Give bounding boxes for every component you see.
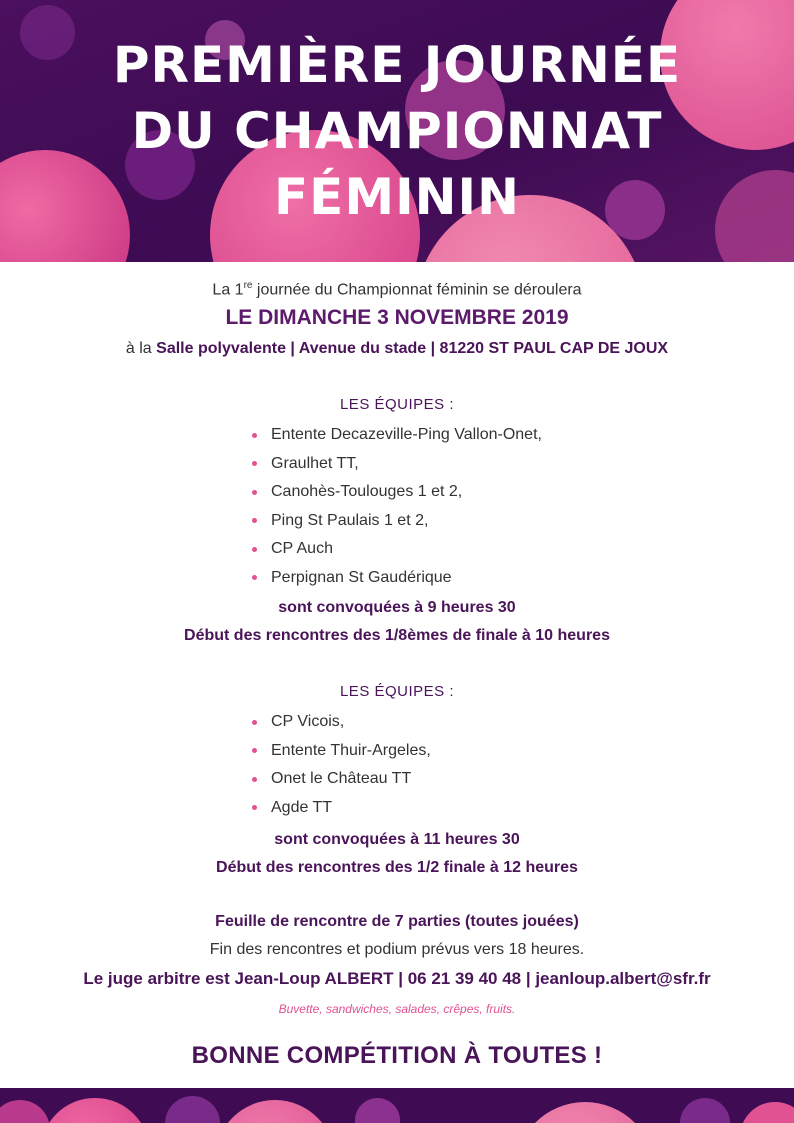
group1-team-list: [252, 421, 542, 592]
intro-text: [0, 280, 794, 299]
list-item: [252, 765, 431, 794]
list-item: [252, 421, 542, 450]
footer-banner: [0, 1088, 794, 1123]
bullet-icon: [252, 748, 257, 753]
decorative-bubble: [40, 1098, 150, 1123]
intro-suffix: journée du Championnat féminin se déroulera: [252, 281, 582, 299]
intro-superscript: re: [243, 280, 253, 291]
list-item: [252, 450, 542, 479]
main-content: [0, 262, 794, 1088]
title-line-1: PREMIÈRE JOURNÉE: [112, 36, 682, 94]
referee-info: Le juge arbitre est Jean-Loup ALBERT | 06 21 39 40 48 | jeanloup.albert@sfr.fr: [83, 969, 711, 988]
closing-message: BONNE COMPÉTITION À TOUTES !: [191, 1042, 603, 1069]
header-banner: [0, 0, 794, 262]
decorative-bubble: [0, 1100, 50, 1123]
title-line-3: FÉMININ: [274, 168, 520, 226]
decorative-bubble: [515, 1102, 655, 1123]
bullet-icon: [252, 461, 257, 466]
title-line-2: DU CHAMPIONNAT: [131, 102, 663, 160]
team-name: Agde TT: [271, 798, 333, 816]
team-name: Graulhet TT,: [271, 454, 359, 472]
team-name: CP Auch: [271, 540, 333, 558]
group2-convocation: sont convoquées à 11 heures 30: [274, 831, 520, 848]
bullet-icon: [252, 805, 257, 810]
team-name: Ping St Paulais 1 et 2,: [271, 511, 429, 529]
decorative-bubble: [680, 1098, 730, 1123]
team-name: Canohès-Toulouges 1 et 2,: [271, 483, 463, 501]
decorative-bubble: [165, 1096, 220, 1123]
team-name: CP Vicois,: [271, 713, 345, 731]
list-item: [252, 737, 431, 766]
decorative-bubble: [215, 1100, 335, 1123]
venue-prefix: à la: [125, 340, 157, 357]
group2-start: Début des rencontres des 1/2 finale à 12 heures: [216, 859, 578, 876]
group2-team-list: [252, 708, 431, 822]
list-item: [252, 564, 542, 593]
match-sheet-info: Feuille de rencontre de 7 parties (toutes jouées): [215, 913, 579, 930]
end-info: Fin des rencontres et podium prévus vers 18 heures.: [209, 941, 585, 958]
team-name: Entente Decazeville-Ping Vallon-Onet,: [271, 426, 542, 444]
group1-heading: LES ÉQUIPES :: [339, 396, 455, 413]
venue-address: Salle polyvalente | Avenue du stade | 81220 ST PAUL CAP DE JOUX: [156, 340, 669, 357]
list-item: [252, 535, 542, 564]
group2-heading: LES ÉQUIPES :: [339, 683, 455, 700]
bullet-icon: [252, 575, 257, 580]
decorative-bubble: [740, 1102, 794, 1123]
team-name: Perpignan St Gaudérique: [271, 568, 452, 586]
list-item: [252, 507, 542, 536]
bullet-icon: [252, 720, 257, 725]
event-date: LE DIMANCHE 3 NOVEMBRE 2019: [225, 306, 569, 329]
event-venue: [0, 340, 794, 358]
bullet-icon: [252, 547, 257, 552]
group1-start: Début des rencontres des 1/8èmes de finale à 10 heures: [184, 627, 610, 644]
list-item: [252, 708, 431, 737]
team-name: Entente Thuir-Argeles,: [271, 741, 431, 759]
team-name: Onet le Château TT: [271, 770, 412, 788]
decorative-bubble: [355, 1098, 400, 1123]
bullet-icon: [252, 777, 257, 782]
buvette-info: Buvette, sandwiches, salades, crêpes, fruits.: [278, 1002, 516, 1016]
group1-convocation: sont convoquées à 9 heures 30: [278, 599, 516, 616]
bullet-icon: [252, 490, 257, 495]
page-title: [0, 32, 794, 230]
intro-prefix: La 1: [212, 281, 244, 299]
bullet-icon: [252, 518, 257, 523]
list-item: [252, 794, 431, 823]
list-item: [252, 478, 542, 507]
bullet-icon: [252, 433, 257, 438]
